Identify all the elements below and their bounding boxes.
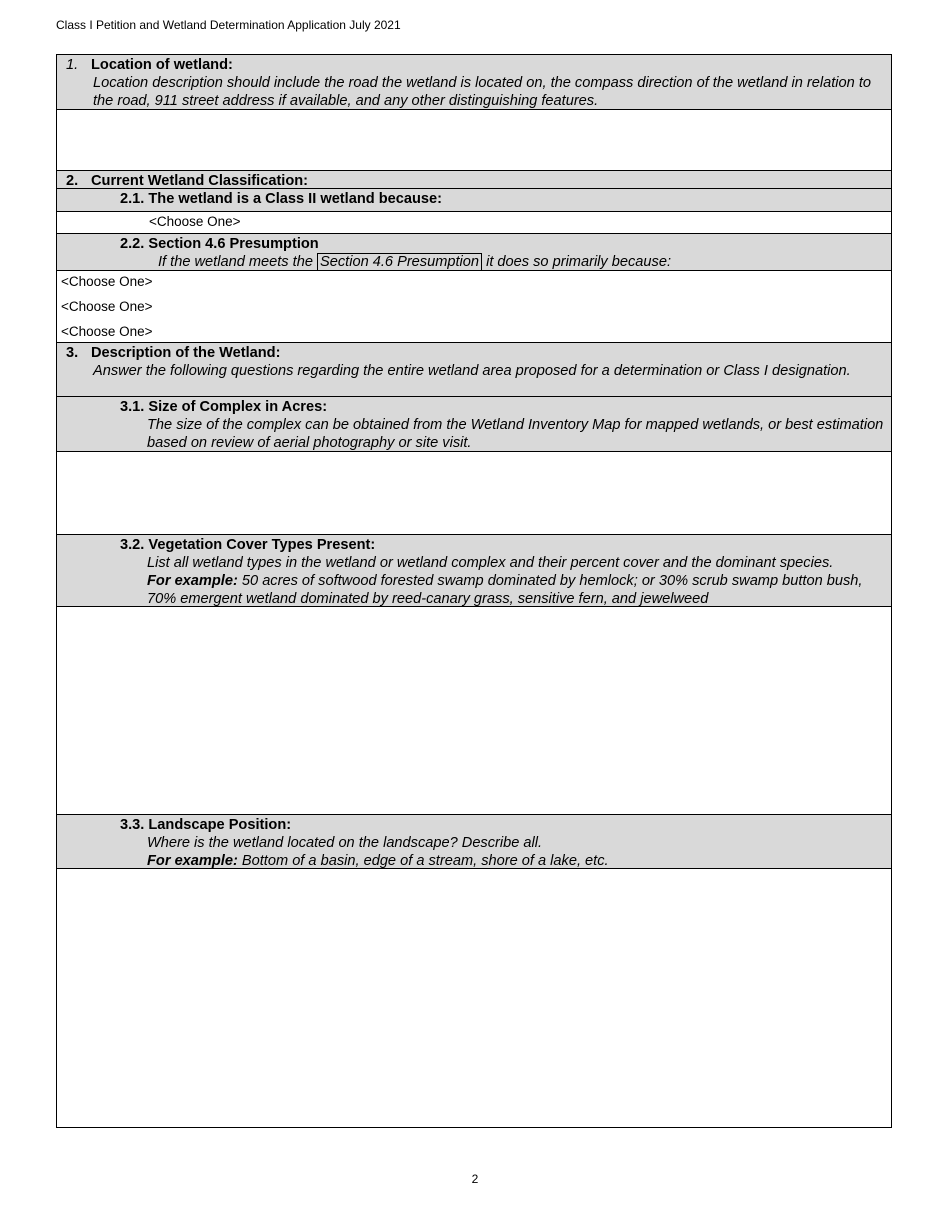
section-3-3-example-label: For example: — [147, 853, 238, 869]
section-3-title: Description of the Wetland: — [91, 345, 281, 361]
section-1-number: 1. — [66, 57, 79, 73]
section-1-title: Location of wetland: — [91, 57, 233, 73]
section-3-1-title: 3.1. Size of Complex in Acres: — [120, 399, 328, 415]
section-3-3-example — [120, 852, 885, 870]
section-3-3-example-text: Bottom of a basin, edge of a stream, shore of a lake, etc. — [241, 853, 609, 869]
section-1-header — [57, 55, 891, 110]
section-3-3-header — [57, 815, 891, 869]
landscape-answer-field[interactable] — [57, 869, 891, 1127]
section-2-header — [57, 171, 891, 189]
section-2-number: 2. — [66, 173, 79, 189]
section-3-3-title: 3.3. Landscape Position: — [120, 817, 292, 833]
section-2-1-header — [57, 189, 891, 212]
class-ii-reason-dropdown[interactable]: <Choose One> — [57, 212, 891, 234]
section-2-2-title: 2.2. Section 4.6 Presumption — [120, 236, 319, 252]
section-3-3-description: Where is the wetland located on the landscape? Describe all. — [147, 835, 543, 851]
section-1-description: Location description should include the road the wetland is located on, the compass direction of the wetland in relation to the road, 911 street address if available, and any other distinguishing features. — [93, 75, 872, 109]
section-3-2-example-text: 50 acres of softwood forested swamp dominated by hemlock; or 30% scrub swamp button bush, 70% emergent wetland dominated by reed-canary grass, sensitive fern, and jewelweed — [147, 573, 863, 607]
section-3-2-header — [57, 535, 891, 607]
section-3-number: 3. — [66, 345, 79, 361]
page-header: Class I Petition and Wetland Determination Application July 2021 — [56, 18, 401, 32]
presumption-choices — [57, 271, 891, 343]
section-3-2-example-label: For example: — [147, 573, 238, 589]
section-2-2-header — [57, 234, 891, 271]
section-2-1-title: 2.1. The wetland is a Class II wetland because: — [120, 191, 442, 207]
presumption-dropdown-3[interactable]: <Choose One> — [61, 324, 153, 339]
vegetation-answer-field[interactable] — [57, 607, 891, 815]
page-number: 2 — [471, 1172, 479, 1186]
section-3-2-example — [120, 572, 885, 608]
wetland-form — [56, 54, 892, 1128]
location-answer-field[interactable] — [57, 110, 891, 171]
section-3-1-header — [57, 397, 891, 452]
section-3-header — [57, 343, 891, 397]
section-2-2-description — [120, 253, 885, 271]
presumption-dropdown-2[interactable]: <Choose One> — [61, 299, 153, 314]
section-3-2-description: List all wetland types in the wetland or wetland complex and their percent cover and the dominant species. — [147, 555, 834, 571]
section-2-2-text-before: If the wetland meets the — [158, 254, 313, 270]
section-2-2-text-after: it does so primarily because: — [482, 254, 672, 270]
section-2-title: Current Wetland Classification: — [91, 173, 309, 189]
complex-size-answer-field[interactable] — [57, 452, 891, 535]
section-3-description: Answer the following questions regarding the entire wetland area proposed for a determination or Class I designation. — [93, 363, 851, 379]
section-4-6-presumption-link[interactable]: Section 4.6 Presumption — [317, 253, 482, 271]
section-3-2-title: 3.2. Vegetation Cover Types Present: — [120, 537, 376, 553]
section-3-1-description: The size of the complex can be obtained from the Wetland Inventory Map for mapped wetlands, or best estimation based on review of aerial photography or site visit. — [147, 417, 884, 451]
presumption-dropdown-1[interactable]: <Choose One> — [61, 274, 153, 289]
